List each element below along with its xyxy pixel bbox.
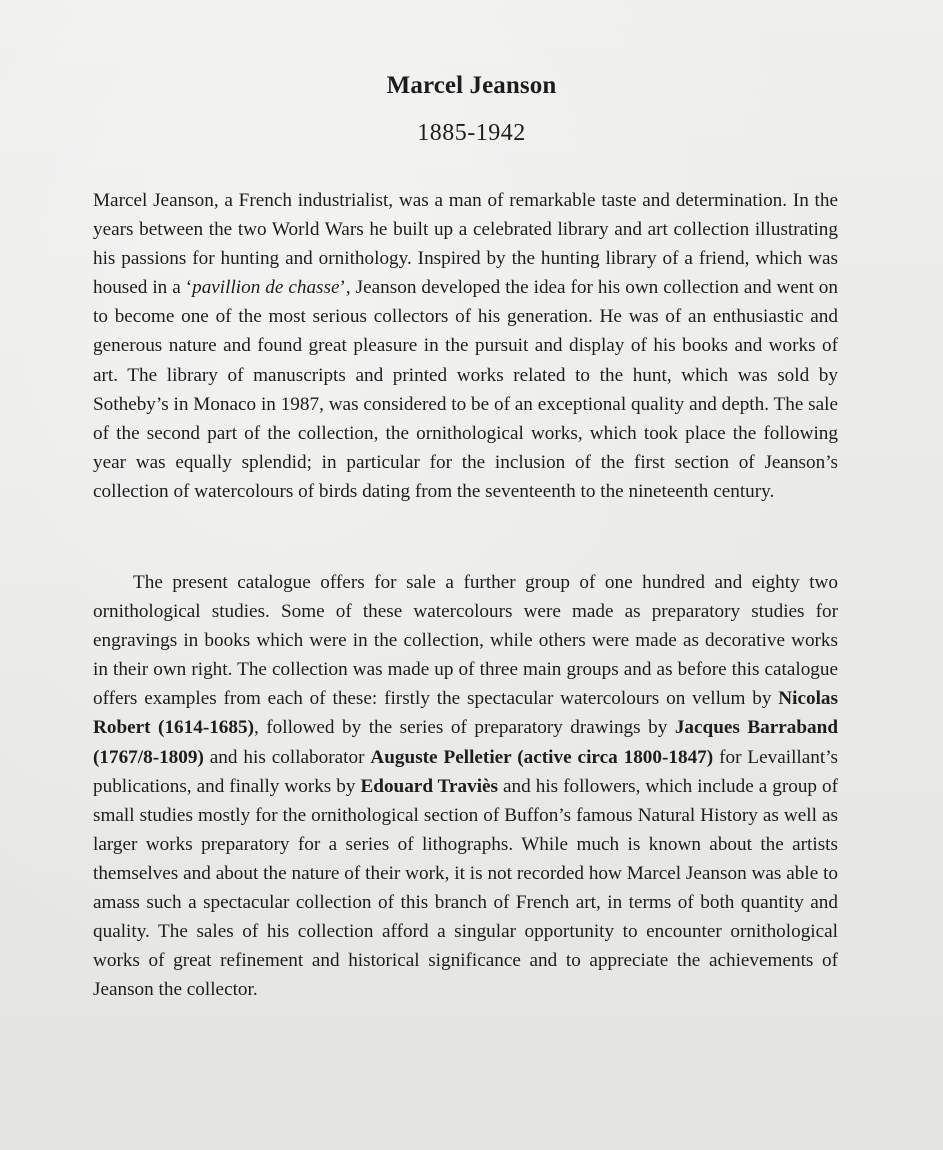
text-run: Marcel Jeanson, a French industrialist, was a man of remarkable taste and determination. In the years between the two World Wars he built up a celebrated library and art collection illustrating his passions for hunting and ornithology. Inspired by the hunting library of a friend, which was housed in a ‘	[93, 190, 838, 299]
page-title: Marcel Jeanson	[386, 72, 557, 99]
artist-name: Nicolas Robert (1614-1685)	[93, 688, 838, 739]
text-run: for Levaillant’s publications, and finally works by	[93, 746, 838, 797]
life-dates: 1885-1942	[417, 120, 526, 146]
paragraph-1	[93, 186, 838, 506]
text-run: The present catalogue offers for sale a further group of one hundred and eighty two ornithological studies. Some of these watercolours were made as preparatory studies for engravings in books which were in the collection, while others were made as decorative works in their own right. The collection was made up of three main groups and as before this catalogue offers examples from each of these: firstly the spectacular watercolours on vellum by	[93, 572, 838, 710]
text-run: and his collaborator	[203, 746, 371, 768]
artist-name: Edouard Traviès	[360, 775, 499, 797]
paragraph-2	[93, 568, 838, 1004]
artist-name: Jacques Barraband (1767/8-1809)	[93, 717, 838, 768]
text-run: ’, Jeanson developed the idea for his own collection and went on to become one of the most serious collectors of his generation. He was of an enthusiastic and generous nature and found great pleasure in the pursuit and display of his books and works of art. The library of manuscripts and printed works related to the hunt, which was sold by Sotheby’s in Monaco in 1987, was considered to be of an exceptional quality and depth. The sale of the second part of the collection, the ornithological works, which took place the following year was equally splendid; in particular for the inclusion of the first section of Jeanson’s collection of watercolours of birds dating from the seventeenth to the nineteenth century.	[93, 277, 838, 502]
artist-name: Auguste Pelletier (active circa 1800-1847)	[370, 746, 714, 768]
text-run-italic: pavillion de chasse	[192, 277, 340, 299]
text-run: and his followers, which include a group of small studies mostly for the ornithological section of Buffon’s famous Natural History as well as larger works preparatory for a series of lithographs. While much is known about the artists themselves and about the nature of their work, it is not recorded how Marcel Jeanson was able to amass such a spectacular collection of this branch of French art, in terms of both quantity and quality. The sales of his collection afford a singular opportunity to encounter ornithological works of great refinement and historical significance and to appreciate the achievements of Jeanson the collector.	[93, 775, 839, 1001]
text-run: , followed by the series of preparatory drawings by	[253, 717, 675, 739]
